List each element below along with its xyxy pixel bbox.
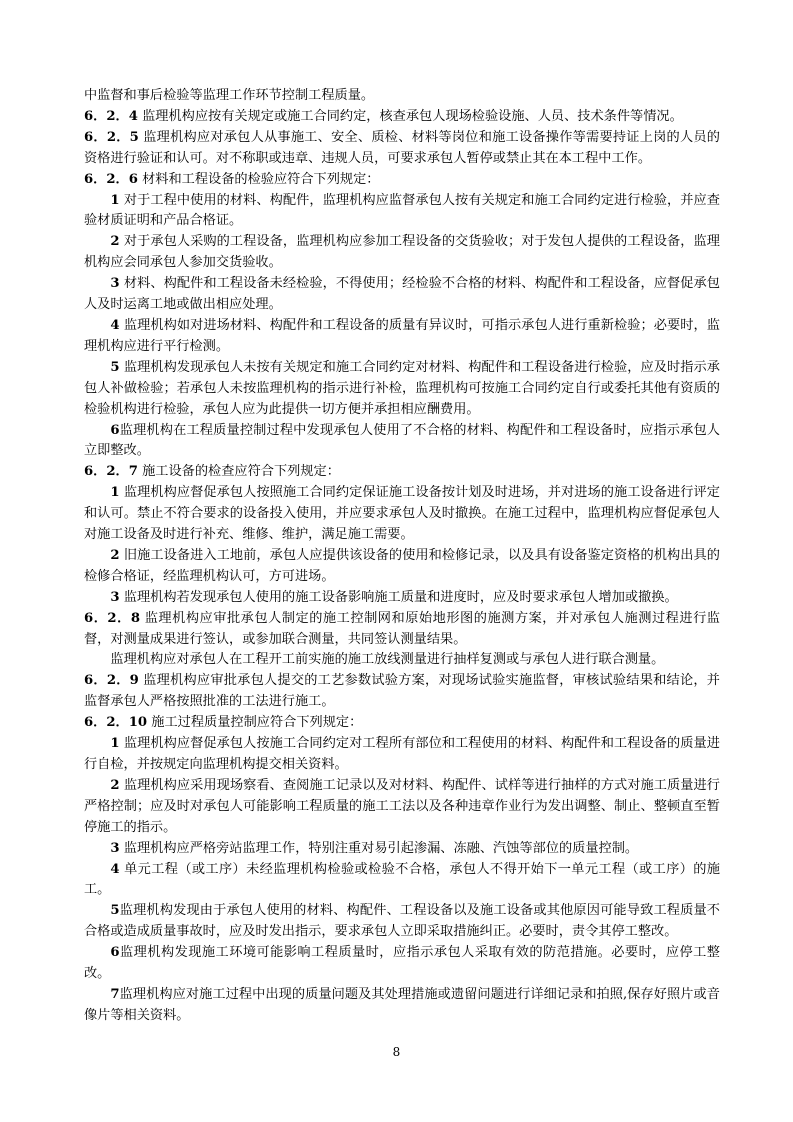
document-body [84,86,720,1027]
clause-number: 6．2．7 [84,464,138,480]
paragraph-text: 监理机构应督促承包人按施工合同约定对工程所有部位和工程使用的材料、构配件和工程设备的质量进行自检，并按规定向监理机构提交相关资料。 [84,736,720,772]
list-item [84,588,720,609]
paragraph-text: 材料和工程设备的检验应符合下列规定： [137,171,380,187]
paragraph-text: 旧施工设备进入工地前，承包人应提供该设备的使用和检修记录，以及具有设备鉴定资格的机构出具的检修合格证，经监理机构认可，方可进场。 [84,547,720,584]
paragraph-text: 监理机构应对承包人从事施工、安全、质检、材料等岗位和施工设备操作等需要持证上岗的人员的资格进行验证和认可。对不称职或违章、违规人员，可要求承包人暂停或禁止其在本工程中工作。 [84,129,720,166]
paragraph-text: 中监督和事后检验等监理工作环节控制工程质量。 [84,88,375,103]
item-number: 2 [110,547,120,563]
clause-paragraph [84,609,720,651]
list-item [84,839,720,860]
clause-number: 6．2．5 [84,129,139,145]
clause-paragraph [84,462,720,483]
paragraph-text: 监理机构应审批承包人制定的施工控制网和原始地形图的施测方案，并对承包人施测过程进行监督，对测量成果进行签认，或参加联合测量，共同签认测量结果。 [84,610,720,647]
paragraph-text: 监理机构发现由于承包人使用的材料、构配件、工程设备以及施工设备或其他原因可能导致工程质量不合格或造成质量事故时，应及时发出指示，要求承包人立即采取措施纠正。必要时，责令其停工整改。 [84,903,720,940]
item-number: 2 [110,234,120,250]
item-number: 4 [110,317,120,333]
list-item [84,191,720,233]
item-number: 5 [110,903,120,919]
paragraph-text: 监理机构应对承包人在工程开工前实施的施工放线测量进行抽样复测或与承包人进行联合测量。 [110,652,665,668]
paragraph-text: 监理机构应督促承包人按照施工合同约定保证施工设备按计划及时进场，并对进场的施工设备进行评定和认可。禁止不符合要求的设备投入使用，并应要求承包人及时撤换。在施工过程中，监理机构应督促承包人对施工设备及时进行补充、维修、维护，满足施工需要。 [84,485,720,543]
item-number: 3 [110,840,120,856]
item-number: 4 [110,861,120,877]
item-number: 1 [110,485,120,501]
item-number: 2 [110,777,120,793]
paragraph-text: 监理机构发现施工环境可能影响工程质量时，应指示承包人采取有效的防范措施。必要时，应停工整改。 [84,945,720,982]
item-number: 6 [110,945,120,961]
paragraph-text: 材料、构配件和工程设备未经检验，不得使用；经检验不合格的材料、构配件和工程设备，应督促承包人及时运离工地或做出相应处理。 [84,276,720,313]
paragraph-text: 监理机构如对进场材料、构配件和工程设备的质量有异议时，可指示承包人进行重新检验；必要时，监理机构应进行平行检测。 [84,317,720,354]
list-item [84,483,720,546]
list-item [84,546,720,588]
clause-number: 6．2．4 [84,108,138,124]
clause-paragraph [84,128,720,170]
list-item [84,943,720,985]
clause-paragraph [84,671,720,713]
paragraph-text: 监理机构发现承包人未按有关规定和施工合同约定对材料、构配件和工程设备进行检验，应及时指示承包人补做检验；若承包人未按监理机构的指示进行补检，监理机构可按施工合同约定自行或委托其他有资质的检验机构进行检验，承包人应为此提供一切方便并承担相应酬费用。 [84,359,720,417]
item-number: 3 [110,589,120,605]
paragraph-text: 监理机构应审批承包人提交的工艺参数试验方案，对现场试验实施监督，审核试验结果和结论，并监督承包人严格按照批准的工法进行施工。 [84,673,720,710]
paragraph-text: 监理机构应严格旁站监理工作，特别注重对易引起渗漏、冻融、汽蚀等部位的质量控制。 [119,840,639,856]
clause-number: 6．2．6 [84,171,138,187]
list-item [84,860,720,902]
paragraph-text: 施工设备的检查应符合下列规定： [137,464,340,480]
page-number: 8 [392,1045,401,1059]
paragraph-text: 监理机构应采用现场察看、查阅施工记录以及对材料、构配件、试样等进行抽样的方式对施工质量进行严格控制；应及时对承包人可能影响工程质量的施工工法以及各种违章作业行为发出调整、制止、整顿直至暂停施工的指示。 [84,777,720,835]
clause-paragraph [84,170,720,191]
paragraph-text: 对于工程中使用的材料、构配件，监理机构应监督承包人按有关规定和施工合同约定进行检验，并应查验材质证明和产品合格证。 [84,192,720,229]
item-number: 7 [110,986,120,1002]
body-paragraph [84,650,720,671]
item-number: 6 [110,422,120,438]
list-item [84,776,720,839]
paragraph-text: 监理机构在工程质量控制过程中发现承包人使用了不合格的材料、构配件和工程设备时，应指示承包人立即整改。 [84,422,720,459]
item-number: 1 [110,736,120,752]
list-item [84,734,720,776]
item-number: 3 [110,276,120,292]
list-item [84,901,720,943]
body-paragraph [84,86,720,107]
clause-paragraph [84,713,720,734]
list-item [84,358,720,421]
clause-paragraph [84,107,720,128]
list-item [84,316,720,358]
paragraph-text: 对于承包人采购的工程设备，监理机构应参加工程设备的交货验收；对于发包人提供的工程设备，监理机构应会同承包人参加交货验收。 [84,234,720,271]
clause-number: 6．2．9 [84,673,139,689]
paragraph-text: 施工过程质量控制应符合下列规定： [147,715,363,731]
clause-number: 6．2．8 [84,610,140,626]
item-number: 5 [110,359,120,375]
item-number: 1 [110,192,120,208]
clause-number: 6．2．10 [84,715,148,731]
paragraph-text: 监理机构若发现承包人使用的施工设备影响施工质量和进度时，应及时要求承包人增加或撤换。 [119,589,678,605]
paragraph-text: 单元工程（或工序）未经监理机构检验或检验不合格，承包人不得开始下一单元工程（或工序）的施工。 [84,861,720,898]
list-item [84,232,720,274]
paragraph-text: 监理机构应按有关规定或施工合同约定，核查承包人现场检验设施、人员、技术条件等情况。 [137,108,683,124]
list-item [84,421,720,463]
list-item [84,274,720,316]
paragraph-text: 监理机构应对施工过程中出现的质量问题及其处理措施或遗留问题进行详细记录和拍照,保存好照片或音像片等相关资料。 [84,986,720,1023]
list-item [84,985,720,1027]
